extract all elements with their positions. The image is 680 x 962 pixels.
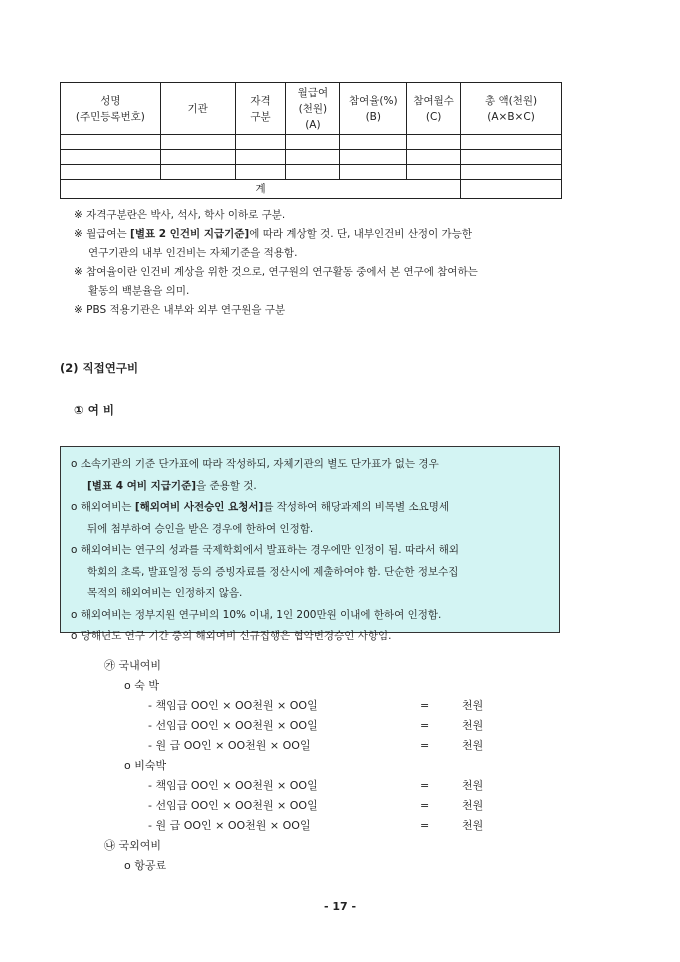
table-row (61, 135, 562, 150)
header-participation-rate: 참여율(%) (B) (340, 83, 407, 135)
total-label: 계 (61, 180, 461, 199)
note-salary: ※ 월급여는 [별표 2 인건비 지급기준]에 따라 계상할 것. 단, 내부인건비 산정이 가능한 (74, 228, 472, 240)
note-qualification: ※ 자격구분란은 박사, 석사, 학사 이하로 구분. (74, 209, 286, 221)
note-participation: ※ 참여율이란 인건비 계상을 위한 것으로, 연구원의 연구활동 중에서 본 연구에 참여하는 (74, 266, 478, 278)
domestic-travel-title: ㉮ 국내여비 (104, 659, 162, 672)
airfare-label: o 항공료 (124, 859, 167, 872)
page-number: - 17 - (323, 900, 357, 913)
header-total-amount: 총 액(천원) (A×B×C) (461, 83, 562, 135)
table-notes: ※ 자격구분란은 박사, 석사, 학사 이하로 구분. ※ 월급여는 [별표 2 인건비 지급기준]에 따라 계상할 것. 단, 내부인건비 산정이 가능한 연구기관의 내부 인건비는 자체기준을 적용함. ※ 참여율이란 인건비 계상을 위한 것으로, 연구원의 연구활동 중에서 본 연구에 참여하는 활동의 백분율을 의미. ※ PBS 적용기관은 내부와 외부 연구원을 구분 (74, 206, 566, 320)
header-institution: 기관 (160, 83, 235, 135)
table-total-row (61, 180, 562, 199)
header-qualification: 자격 구분 (235, 83, 286, 135)
section-title: (2) 직접연구비 (60, 361, 139, 375)
header-monthly-salary: 월급여 (천원) (A) (286, 83, 340, 135)
lodging-label: o 숙 박 (124, 679, 159, 692)
travel-guidelines-box: o 소속기관의 기준 단가표에 따라 작성하되, 자체기관의 별도 단가표가 없는 경우 [별표 4 여비 지급기준]을 준용할 것. o 해외여비는 [해외여비 사전승인 요청서]를 작성하여 해당과제의 비목별 소요명세 뒤에 첨부하여 승인을 받은 경우에 한하여 인정함. o 해외여비는 연구의 성과를 국제학회에서 발표하는 경우에만 인정이 됨. 따라서 해외 학회의 초록, 발표일정 등의 증빙자료를 정산시에 제출하여야 함. 단순한 정보수집 목적의 해외여비는 인정하지 않음. o 해외여비는 정부지원 연구비의 10% 이내, 1인 200만원 이내에 한하여 인정함. o 당해년도 연구 기간 중의 해외여비 신규집행은 협약변경승인 사항임. (60, 446, 560, 633)
header-name: 성명 (주민등록번호) (61, 83, 161, 135)
non-lodging-label: o 비숙박 (124, 759, 167, 772)
note-pbs: ※ PBS 적용기관은 내부와 외부 연구원을 구분 (74, 304, 286, 316)
subsection-title: ① 여 비 (74, 403, 114, 417)
overseas-travel-title: ㉯ 국외여비 (104, 839, 162, 852)
table-row (61, 150, 562, 165)
table-row (61, 165, 562, 180)
personnel-cost-table (60, 82, 562, 199)
header-participation-months: 참여월수 (C) (407, 83, 461, 135)
table-header-row (61, 83, 562, 135)
